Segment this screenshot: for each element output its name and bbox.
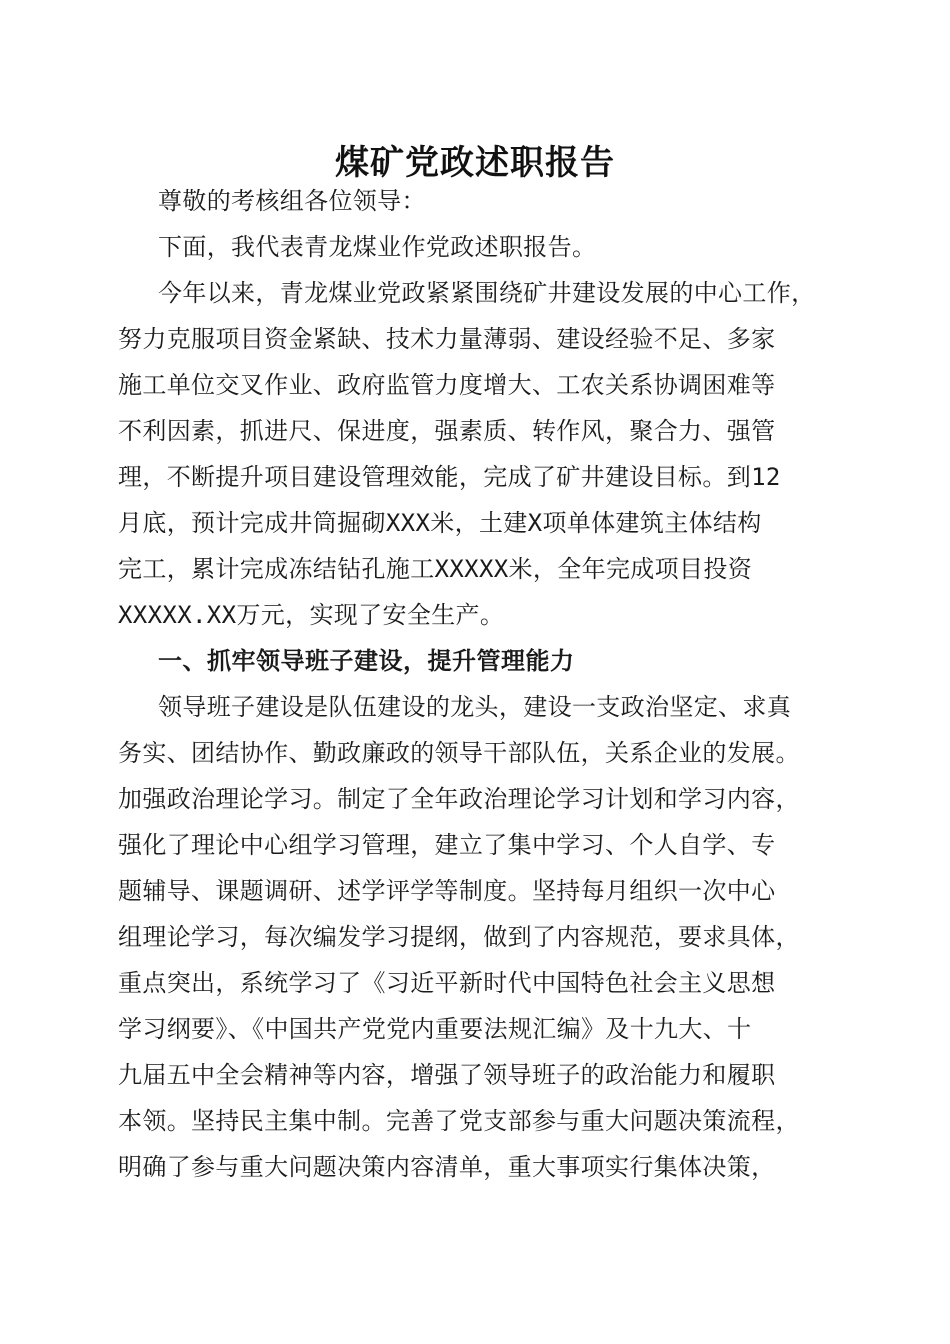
paragraph-line: 施工单位交叉作业、政府监管力度增大、工农关系协调困难等 <box>118 371 776 399</box>
paragraph-line: 努力克服项目资金紧缺、技术力量薄弱、建设经验不足、多家 <box>118 325 776 353</box>
paragraph-line: 明确了参与重大问题决策内容清单，重大事项实行集体决策， <box>118 1153 776 1181</box>
paragraph-line: 理，不断提升项目建设管理效能，完成了矿井建设目标。到12 <box>118 463 781 491</box>
document-title: 煤矿党政述职报告 <box>335 143 615 183</box>
paragraph-line: 强化了理论中心组学习管理，建立了集中学习、个人自学、专 <box>118 831 776 859</box>
paragraph-line: 重点突出，系统学习了《习近平新时代中国特色社会主义思想 <box>118 969 776 997</box>
salutation: 尊敬的考核组各位领导： <box>158 187 426 215</box>
paragraph-line: 组理论学习，每次编发学习提纲，做到了内容规范，要求具体， <box>118 923 800 951</box>
document-body <box>118 178 834 1190</box>
paragraph-line: 题辅导、课题调研、述学评学等制度。坚持每月组织一次中心 <box>118 877 776 905</box>
paragraph-line: 今年以来，青龙煤业党政紧紧围绕矿井建设发展的中心工作， <box>158 279 816 307</box>
paragraph-line: 务实、团结协作、勤政廉政的领导干部队伍，关系企业的发展。 <box>118 739 800 767</box>
paragraph-line: 本领。坚持民主集中制。完善了党支部参与重大问题决策流程， <box>118 1107 800 1135</box>
paragraph-line: 不利因素，抓进尺、保进度，强素质、转作风，聚合力、强管 <box>118 417 776 445</box>
paragraph-line: 加强政治理论学习。制定了全年政治理论学习计划和学习内容， <box>118 785 800 813</box>
paragraph-line: 九届五中全会精神等内容，增强了领导班子的政治能力和履职 <box>118 1061 776 1089</box>
paragraph-line: 月底，预计完成井筒掘砌XXX米，土建X项单体建筑主体结构 <box>118 509 762 537</box>
paragraph-line: 完工，累计完成冻结钻孔施工XXXXX米，全年完成项目投资 <box>118 555 753 583</box>
paragraph-line: XXXXX.XX万元，实现了安全生产。 <box>118 601 505 629</box>
intro-line: 下面，我代表青龙煤业作党政述职报告。 <box>158 233 597 261</box>
paragraph-line: 领导班子建设是队伍建设的龙头，建设一支政治坚定、求真 <box>158 693 792 721</box>
paragraph-line: 学习纲要》、《中国共产党党内重要法规汇编》及十九大、十 <box>118 1015 752 1043</box>
section-heading: 一、抓牢领导班子建设，提升管理能力 <box>158 647 575 675</box>
